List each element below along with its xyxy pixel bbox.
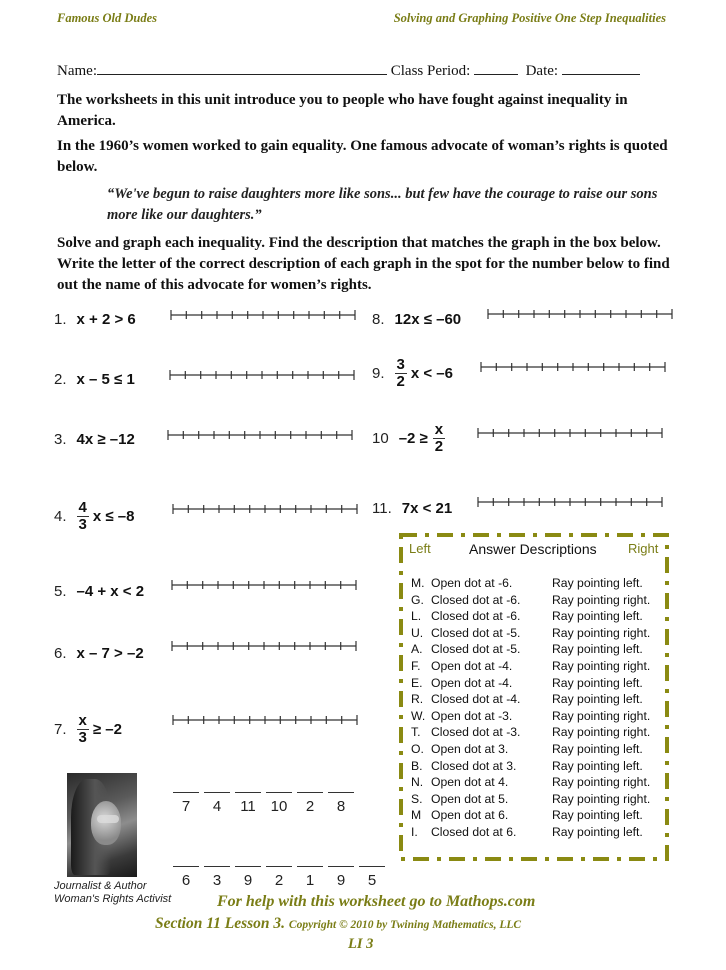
- copyright: Copyright © 2010 by Twining Mathematics, LLC: [288, 919, 522, 931]
- dot-description: Open dot at 6.: [431, 808, 509, 823]
- fraction: [77, 713, 89, 746]
- ray-description: Ray pointing left.: [552, 808, 643, 823]
- answer-row: [411, 608, 650, 625]
- slot-number: 7: [181, 798, 191, 815]
- slot-number: 5: [367, 872, 377, 889]
- answer-letter: N.: [411, 775, 424, 790]
- slot-number: 2: [274, 872, 284, 889]
- number-line-1[interactable]: [170, 310, 356, 320]
- name-field[interactable]: [97, 62, 387, 75]
- answer-row: [411, 774, 650, 791]
- answer-slot[interactable]: [328, 792, 354, 815]
- problem-expression: 4x ≥ –12: [76, 430, 135, 448]
- answer-letter: M.: [411, 576, 425, 590]
- date-label: Date:: [525, 63, 559, 79]
- slot-number: 1: [305, 872, 315, 889]
- answer-row: [411, 691, 650, 708]
- numerator: x: [78, 711, 87, 729]
- numerator: x: [434, 420, 444, 438]
- fraction: [433, 422, 445, 455]
- dot-description: Closed dot at -4.: [431, 692, 521, 707]
- problem-number: 2.: [54, 370, 67, 388]
- problem-4: [54, 494, 134, 538]
- problem-number: 11.: [372, 499, 392, 517]
- answer-row: [411, 758, 650, 775]
- problem-expression: x – 5 ≤ 1: [76, 370, 135, 388]
- ray-description: Ray pointing right.: [552, 775, 651, 790]
- slot-number: 6: [181, 872, 191, 889]
- problem-7: [54, 707, 122, 751]
- answer-letter: A.: [411, 642, 423, 657]
- fraction: [395, 357, 407, 390]
- name-label: Name:: [57, 63, 97, 79]
- expression-left: –2 ≥: [398, 429, 428, 447]
- dot-description: Open dot at 4.: [431, 775, 509, 790]
- problem-number: 5.: [54, 582, 67, 600]
- dot-description: Open dot at -6.: [431, 576, 513, 590]
- ray-description: Ray pointing left.: [552, 758, 643, 773]
- problem-10: [372, 416, 449, 460]
- problem-number: 1.: [54, 310, 67, 328]
- slot-number: 9: [243, 872, 253, 889]
- answer-slot[interactable]: [297, 792, 323, 815]
- denominator: 2: [396, 372, 405, 390]
- intro-paragraph-1: The worksheets in this unit introduce you to people who have fought against inequality in America.: [57, 92, 628, 129]
- dot-description: Closed dot at -5.: [431, 642, 521, 657]
- answer-letter: U.: [411, 625, 424, 640]
- dot-description: Open dot at 3.: [431, 741, 509, 756]
- number-line-4[interactable]: [172, 504, 358, 514]
- answer-letter: E.: [411, 675, 423, 690]
- dot-description: Closed dot at 3.: [431, 758, 517, 773]
- footer-help-link[interactable]: For help with this worksheet go to Mathops.com: [217, 893, 536, 910]
- dot-description: Open dot at -4.: [431, 658, 513, 673]
- number-line-11[interactable]: [477, 497, 663, 507]
- ray-description: Ray pointing left.: [552, 824, 643, 839]
- dot-description: Closed dot at 6.: [431, 824, 517, 839]
- answer-row: [411, 592, 650, 609]
- answer-letter: F.: [411, 658, 421, 673]
- problem-expression: x – 7 > –2: [76, 644, 144, 662]
- answer-slot[interactable]: [266, 792, 292, 815]
- answer-slot[interactable]: [204, 792, 230, 815]
- number-line-9[interactable]: [480, 362, 666, 372]
- answer-slots-row-1: [173, 792, 359, 815]
- dot-description: Open dot at -3.: [431, 708, 513, 723]
- photo-face-shape: [91, 801, 121, 845]
- slot-number: 9: [336, 872, 346, 889]
- ray-description: Ray pointing right.: [552, 791, 651, 806]
- intro-paragraph-2: In the 1960’s women worked to gain equality. One famous advocate of woman’s rights is quoted below.: [57, 138, 668, 175]
- problem-number: 4.: [54, 507, 67, 525]
- number-line-7[interactable]: [172, 715, 358, 725]
- problem-2: [54, 357, 135, 401]
- answer-row: [411, 741, 650, 758]
- problem-number: 9.: [372, 364, 385, 382]
- problem-number: 8.: [372, 310, 385, 328]
- problem-6: [54, 631, 144, 675]
- ray-description: Ray pointing left.: [552, 642, 643, 657]
- date-field[interactable]: [562, 62, 640, 75]
- answer-row: [411, 708, 650, 725]
- ray-description: Ray pointing left.: [552, 741, 643, 756]
- answer-row: [411, 641, 650, 658]
- answer-slot[interactable]: [173, 866, 199, 889]
- section-label: Section 11 Lesson 3.: [155, 915, 286, 932]
- header-left-title: Famous Old Dudes: [57, 11, 158, 25]
- answer-letter: T.: [411, 725, 421, 740]
- problem-number: 10: [372, 429, 389, 447]
- answer-letter: S.: [411, 791, 423, 806]
- problem-number: 3.: [54, 430, 67, 448]
- ray-description: Ray pointing right.: [552, 625, 651, 640]
- answer-slot[interactable]: [266, 866, 292, 889]
- ray-description: Ray pointing right.: [552, 708, 651, 723]
- number-line-3[interactable]: [167, 430, 353, 440]
- answer-slot[interactable]: [328, 866, 354, 889]
- advocate-photo: [67, 773, 137, 877]
- ray-description: Ray pointing left.: [552, 692, 643, 707]
- numerator: 4: [78, 498, 87, 516]
- slot-number: 2: [305, 798, 315, 815]
- student-fields: [57, 62, 640, 80]
- problem-expression: [395, 357, 453, 390]
- problem-expression: [399, 422, 449, 455]
- answer-letter: L.: [411, 609, 422, 624]
- ray-description: Ray pointing right.: [552, 725, 651, 740]
- number-line-8[interactable]: [487, 309, 673, 319]
- answer-letter: I.: [411, 824, 418, 839]
- denominator: 3: [78, 515, 87, 533]
- dot-description: Closed dot at -6.: [431, 609, 521, 624]
- answer-letter: G.: [411, 592, 424, 607]
- problem-expression: [77, 500, 135, 533]
- denominator: 3: [78, 728, 87, 746]
- problem-expression: x + 2 > 6: [76, 310, 136, 328]
- caption-line-2: Woman's Rights Activist: [54, 893, 172, 905]
- answer-row: [411, 791, 650, 808]
- expression-rest: x ≤ –8: [92, 507, 135, 525]
- answer-list: [411, 575, 650, 841]
- answer-letter: B.: [411, 758, 423, 773]
- problem-3: [54, 417, 135, 461]
- answer-row: [411, 625, 650, 642]
- number-line-6[interactable]: [171, 641, 357, 651]
- photo-glasses-shape: [97, 815, 119, 823]
- answer-box-title: Answer Descriptions: [469, 541, 597, 557]
- class-period-field[interactable]: [474, 62, 518, 75]
- number-line-2[interactable]: [169, 370, 355, 380]
- slot-number: 10: [270, 798, 288, 815]
- dot-description: Closed dot at -3.: [431, 725, 521, 740]
- problem-expression: [77, 713, 122, 746]
- answer-slot[interactable]: [173, 792, 199, 815]
- answer-letter: O.: [411, 741, 424, 756]
- problem-number: 7.: [54, 720, 67, 738]
- problem-expression: –4 + x < 2: [76, 582, 145, 600]
- expression-rest: ≥ –2: [92, 720, 122, 738]
- ray-description: Ray pointing left.: [552, 675, 643, 690]
- answer-slot[interactable]: [235, 866, 261, 889]
- denominator: 2: [434, 437, 444, 455]
- answer-row: [411, 824, 650, 841]
- slot-number: 3: [212, 872, 222, 889]
- caption-line-1: Journalist & Author: [54, 880, 147, 892]
- ray-description: Ray pointing right.: [552, 658, 651, 673]
- answer-row: [411, 724, 650, 741]
- ray-description: Ray pointing left.: [552, 609, 643, 624]
- slot-number: 4: [212, 798, 222, 815]
- answer-row: [411, 675, 650, 692]
- dot-description: Open dot at 5.: [431, 791, 509, 806]
- problem-11: [372, 486, 452, 530]
- dot-description: Closed dot at -6.: [431, 592, 521, 607]
- problem-9: [372, 351, 453, 395]
- answer-letter: R.: [411, 692, 424, 707]
- problem-5: [54, 569, 144, 613]
- footer-code: LI 3: [348, 936, 374, 952]
- class-period-label: Class Period:: [390, 63, 471, 79]
- right-label: Right: [628, 541, 659, 556]
- answer-descriptions-box: [399, 533, 669, 861]
- answer-slot[interactable]: [204, 866, 230, 889]
- problem-8: [372, 297, 461, 341]
- instructions: Solve and graph each inequality. Find the description that matches the graph in the box below. Write the letter of the correct description of each graph in the spot for the number below to find out the name of this advocate for women’s rights.: [57, 235, 670, 293]
- answer-row: [411, 575, 650, 592]
- number-line-5[interactable]: [171, 580, 357, 590]
- quote: “We've begun to raise daughters more like sons... but few have the courage to raise our sons more like our daughters.”: [107, 186, 658, 223]
- problem-expression: 12x ≤ –60: [394, 310, 462, 328]
- problem-number: 6.: [54, 644, 67, 662]
- slot-number: 8: [336, 798, 346, 815]
- answer-row: [411, 658, 650, 675]
- problem-1: [54, 297, 136, 341]
- answer-slots-row-2: [173, 866, 390, 889]
- footer-section: [155, 915, 521, 933]
- answer-row: [411, 807, 650, 824]
- answer-slot[interactable]: [235, 792, 261, 815]
- answer-letter: M: [411, 808, 422, 823]
- photo-caption: [54, 880, 171, 906]
- answer-slot[interactable]: [359, 866, 385, 889]
- answer-slot[interactable]: [297, 866, 323, 889]
- fraction: [77, 500, 89, 533]
- slot-number: 11: [240, 798, 256, 815]
- ray-description: Ray pointing left.: [552, 576, 643, 590]
- problem-expression: 7x < 21: [401, 499, 453, 517]
- expression-rest: x < –6: [410, 364, 453, 382]
- header-right-title: Solving and Graphing Positive One Step Inequalities: [393, 11, 666, 25]
- dot-description: Open dot at -4.: [431, 675, 513, 690]
- dot-description: Closed dot at -5.: [431, 625, 521, 640]
- numerator: 3: [396, 355, 405, 373]
- answer-letter: W.: [411, 708, 426, 723]
- left-label: Left: [409, 541, 431, 556]
- number-line-10[interactable]: [477, 428, 663, 438]
- ray-description: Ray pointing right.: [552, 592, 651, 607]
